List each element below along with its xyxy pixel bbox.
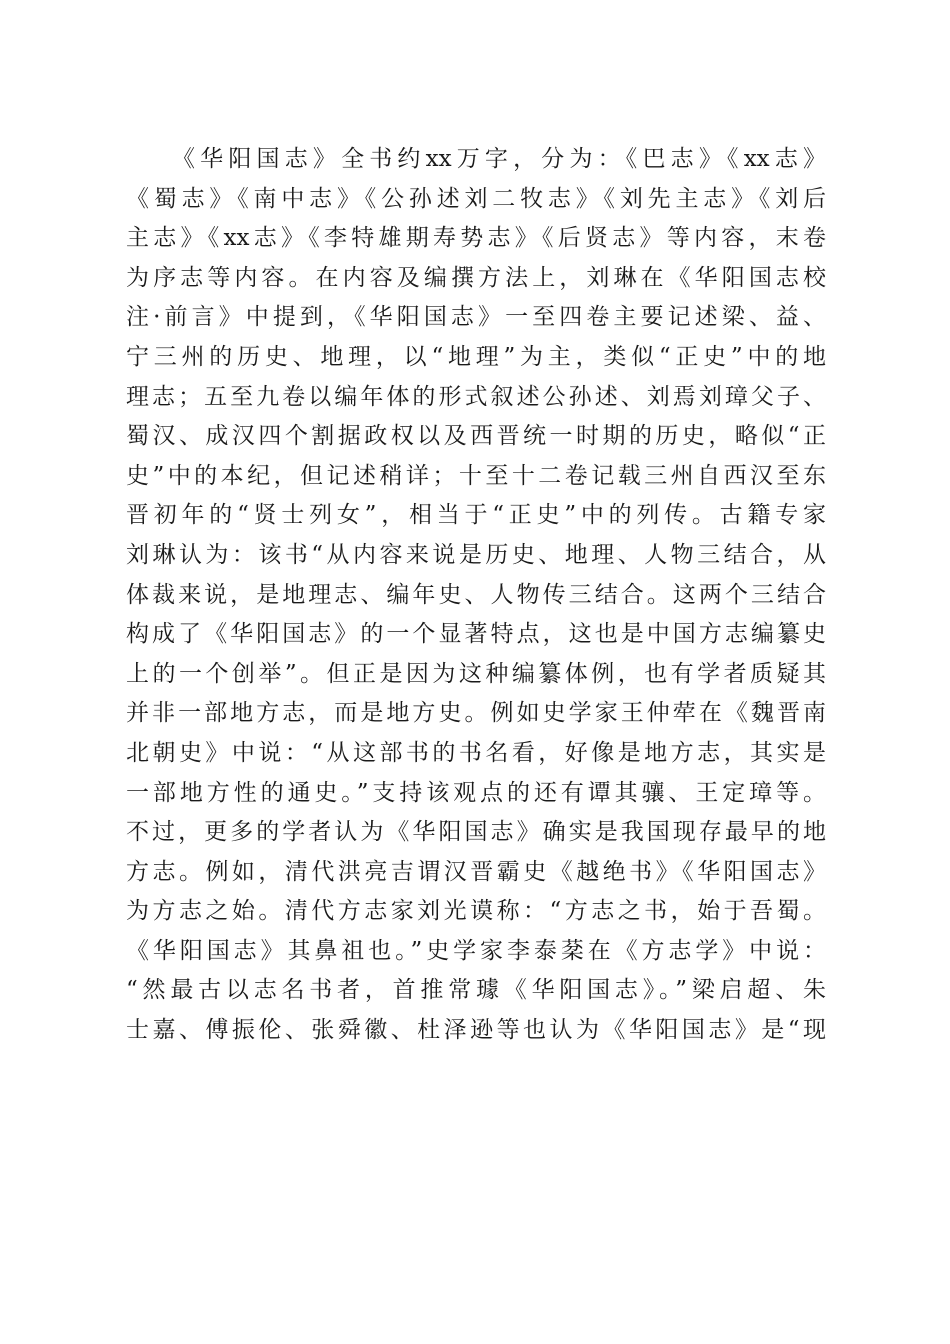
text-line: 上的一个创举”。但正是因为这种编纂体例，也有学者质疑其 (126, 660, 826, 687)
text-line: 晋初年的“贤士列女”，相当于“正史”中的列传。古籍专家 (126, 502, 826, 529)
text-line: 为方志之始。清代方志家刘光谟称：“方志之书，始于吾蜀。 (126, 898, 826, 925)
text-line: 并非一部地方志，而是地方史。例如史学家王仲荦在《魏晋南 (126, 700, 826, 727)
text-line: 一部地方性的通史。”支持该观点的还有谭其骧、王定璋等。 (126, 779, 826, 806)
text-line: 《华阳国志》其鼻祖也。”史学家李泰棻在《方志学》中说： (126, 937, 826, 964)
text-line: 《蜀志》《南中志》《公孙述刘二牧志》《刘先主志》《刘后 (126, 185, 826, 212)
text-line: “然最古以志名书者，首推常璩《华阳国志》。”梁启超、朱 (126, 977, 826, 1004)
text-line: 不过，更多的学者认为《华阳国志》确实是我国现存最早的地 (126, 819, 826, 846)
body-paragraph (126, 140, 826, 1051)
text-line: 士嘉、傅振伦、张舜徽、杜泽逊等也认为《华阳国志》是“现 (126, 1017, 826, 1044)
text-line: 理志；五至九卷以编年体的形式叙述公孙述、刘焉刘璋父子、 (126, 383, 826, 410)
text-line: 宁三州的历史、地理，以“地理”为主，类似“正史”中的地 (126, 343, 826, 370)
text-line: 体裁来说，是地理志、编年史、人物传三结合。这两个三结合 (126, 581, 826, 608)
text-line: 《华阳国志》全书约xx万字，分为：《巴志》《xx志》 (172, 146, 826, 172)
text-line: 构成了《华阳国志》的一个显著特点，这也是中国方志编纂史 (126, 621, 826, 648)
text-line: 注·前言》中提到，《华阳国志》一至四卷主要记述梁、益、 (126, 304, 826, 331)
text-line: 史”中的本纪，但记述稍详；十至十二卷记载三州自西汉至东 (126, 462, 826, 489)
text-line: 蜀汉、成汉四个割据政权以及西晋统一时期的历史，略似“正 (126, 423, 826, 450)
text-line: 刘琳认为：该书“从内容来说是历史、地理、人物三结合，从 (126, 541, 826, 568)
text-line: 主志》《xx志》《李特雄期寿势志》《后贤志》等内容，末卷 (126, 225, 826, 252)
text-line: 为序志等内容。在内容及编撰方法上，刘琳在《华阳国志校 (126, 264, 826, 291)
text-line: 北朝史》中说：“从这部书的书名看，好像是地方志，其实是 (126, 739, 826, 766)
text-line: 方志。例如，清代洪亮吉谓汉晋霸史《越绝书》《华阳国志》 (126, 858, 826, 885)
